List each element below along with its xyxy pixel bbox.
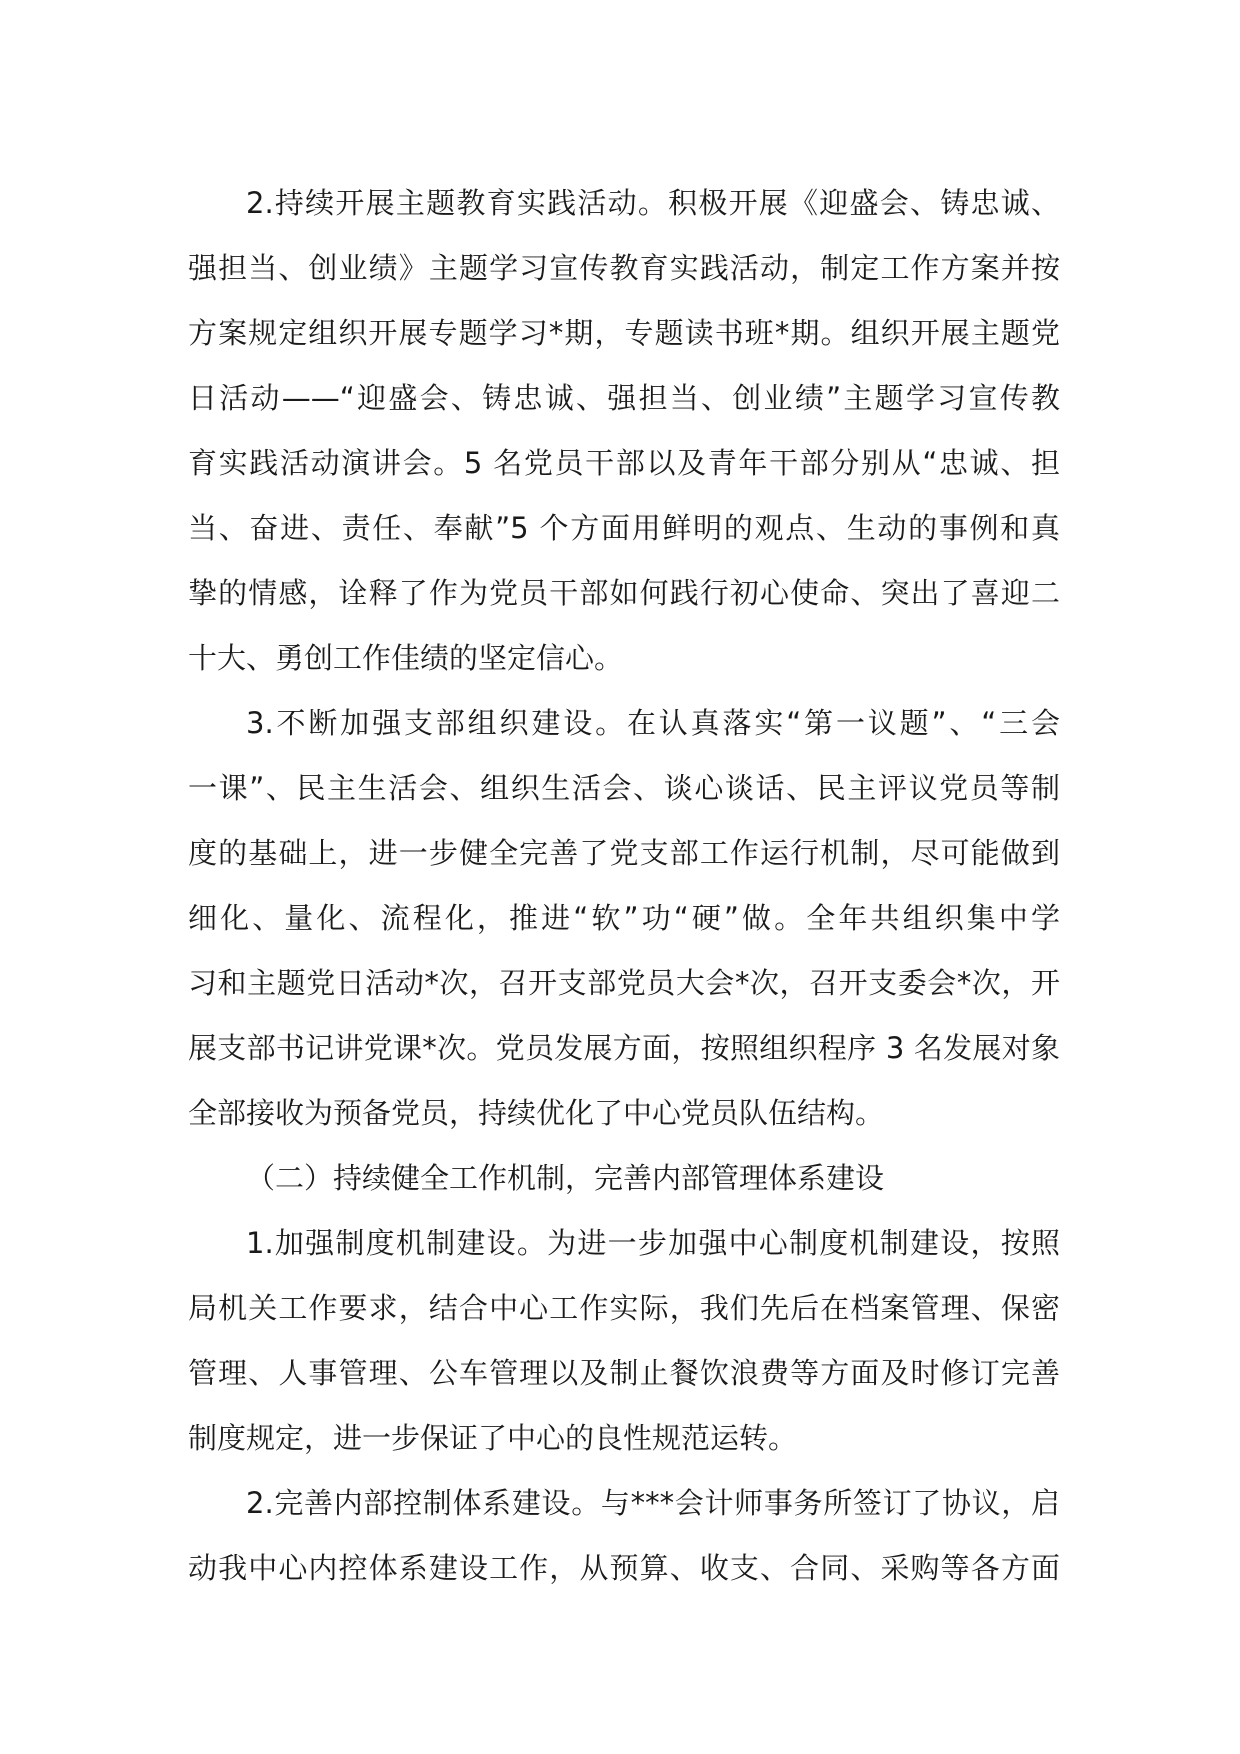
- heading-text: （二）持续健全工作机制，完善内部管理体系建设: [246, 1161, 885, 1195]
- section-heading: [188, 1146, 1060, 1211]
- text-line: 细化、量化、流程化，推进“软”功“硬”做。全年共组织集中学: [188, 901, 1060, 935]
- text-line: 日活动——“迎盛会、铸忠诚、强担当、创业绩”主题学习宣传教: [188, 381, 1060, 415]
- paragraph-branch-organization: [188, 691, 1060, 1146]
- text-line: 1.加强制度机制建设。为进一步加强中心制度机制建设，按照: [246, 1226, 1060, 1260]
- text-line: 2.完善内部控制体系建设。与***会计师事务所签订了协议，启: [246, 1486, 1060, 1520]
- paragraph-system-mechanism: [188, 1211, 1060, 1471]
- text-line: 动我中心内控体系建设工作，从预算、收支、合同、采购等各方面: [188, 1551, 1060, 1585]
- text-line: 习和主题党日活动*次，召开支部党员大会*次，召开支委会*次，开: [188, 966, 1060, 1000]
- text-line: 3.不断加强支部组织建设。在认真落实“第一议题”、“三会: [246, 706, 1060, 740]
- paragraph-internal-control: [188, 1471, 1060, 1601]
- text-line: 全部接收为预备党员，持续优化了中心党员队伍结构。: [188, 1096, 885, 1130]
- text-line: 育实践活动演讲会。5 名党员干部以及青年干部分别从“忠诚、担: [188, 446, 1060, 480]
- text-line: 挚的情感，诠释了作为党员干部如何践行初心使命、突出了喜迎二: [188, 576, 1060, 610]
- text-line: 管理、人事管理、公车管理以及制止餐饮浪费等方面及时修订完善: [188, 1356, 1060, 1390]
- text-line: 制度规定，进一步保证了中心的良性规范运转。: [188, 1421, 798, 1455]
- text-line: 2.持续开展主题教育实践活动。积极开展《迎盛会、铸忠诚、: [246, 186, 1060, 220]
- text-line: 度的基础上，进一步健全完善了党支部工作运行机制，尽可能做到: [188, 836, 1060, 870]
- paragraph-theme-education: [188, 171, 1060, 691]
- text-line: 强担当、创业绩》主题学习宣传教育实践活动，制定工作方案并按: [188, 251, 1060, 285]
- text-line: 展支部书记讲党课*次。党员发展方面，按照组织程序 3 名发展对象: [188, 1031, 1060, 1065]
- text-line: 十大、勇创工作佳绩的坚定信心。: [188, 641, 624, 675]
- text-line: 局机关工作要求，结合中心工作实际，我们先后在档案管理、保密: [188, 1291, 1060, 1325]
- document-body: [188, 171, 1060, 1601]
- text-line: 方案规定组织开展专题学习*期，专题读书班*期。组织开展主题党: [188, 316, 1060, 350]
- text-line: 当、奋进、责任、奉献”5 个方面用鲜明的观点、生动的事例和真: [188, 511, 1060, 545]
- text-line: 一课”、民主生活会、组织生活会、谈心谈话、民主评议党员等制: [188, 771, 1060, 805]
